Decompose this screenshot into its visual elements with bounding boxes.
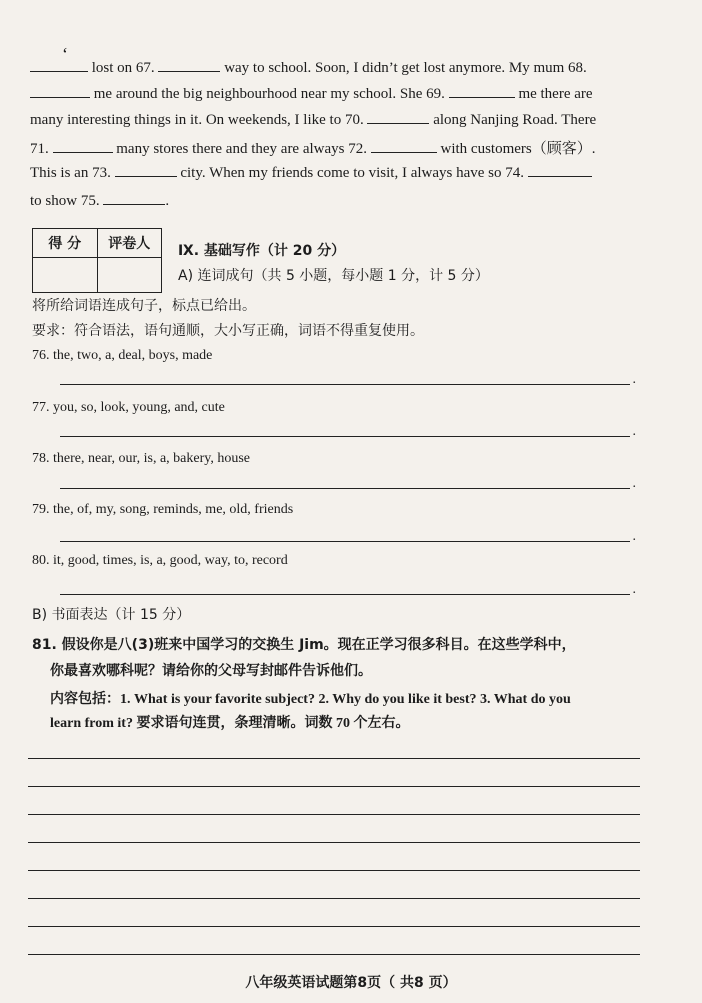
q81-line-2: 你最喜欢哪科呢？请给你的父母写封邮件告诉他们。 xyxy=(50,663,372,679)
blank-72[interactable] xyxy=(371,139,437,153)
answer-line-76[interactable]: . xyxy=(60,384,630,385)
writing-line-2[interactable] xyxy=(28,786,640,787)
blank-70[interactable] xyxy=(367,110,429,124)
question-78: 78. there, near, our, is, a, bakery, house xyxy=(32,451,251,466)
passage-line-1: lost on 67. way to school. Soon, I didn’t get lost anymore. My mum 68. xyxy=(30,58,591,77)
question-80: 80. it, good, times, is, a, good, way, to, record xyxy=(32,553,288,568)
blank-66[interactable] xyxy=(30,58,88,72)
writing-line-3[interactable] xyxy=(28,814,640,815)
page-footer: 八年级英语试题第8页（ 共8 页） xyxy=(245,975,457,991)
blank-69[interactable] xyxy=(449,84,515,98)
blank-67[interactable] xyxy=(158,58,220,72)
passage-line-3: many interesting things in it. On weekends, I like to 70. along Nanjing Road. There xyxy=(30,112,597,128)
blank-68[interactable] xyxy=(30,84,90,98)
section-title: Ⅸ. 基础写作（计 20 分） xyxy=(178,243,346,259)
grader-cell[interactable] xyxy=(97,258,162,293)
q81-line-1: 81. 假设你是八(3)班来中国学习的交换生 Jim。现在正学习很多科目。在这些学科中， xyxy=(32,637,576,653)
answer-line-78[interactable]: . xyxy=(60,488,630,489)
part-b-title: B) 书面表达（计 15 分） xyxy=(32,607,191,623)
passage-line-5: This is an 73. city. When my friends come to visit, I always have so 74. xyxy=(30,163,592,182)
blank-73[interactable] xyxy=(115,163,177,177)
part-a-title: A) 连词成句（共 5 小题，每小题 1 分，计 5 分） xyxy=(178,268,489,284)
writing-line-5[interactable] xyxy=(28,870,640,871)
q81-line-3: 内容包括：1. What is your favorite subject? 2. Why do you like it best? 3. What do you xyxy=(50,692,571,707)
blank-74[interactable] xyxy=(528,163,592,177)
question-79: 79. the, of, my, song, reminds, me, old, friends xyxy=(32,502,294,517)
score-table xyxy=(32,228,162,293)
answer-line-80[interactable]: . xyxy=(60,594,630,595)
writing-line-8[interactable] xyxy=(28,954,640,955)
answer-line-77[interactable]: . xyxy=(60,436,630,437)
blank-71[interactable] xyxy=(53,139,113,153)
blank-75[interactable] xyxy=(103,191,165,205)
writing-line-4[interactable] xyxy=(28,842,640,843)
q81-line-4: learn from it? 要求语句连贯，条理清晰。词数 70 个左右。 xyxy=(50,716,410,731)
passage-line-4: 71. many stores there and they are always 72. with customers（顾客）. xyxy=(30,141,596,157)
passage-line-6: to show 75. . xyxy=(30,193,170,209)
score-header: 得 分 xyxy=(33,229,98,258)
writing-line-7[interactable] xyxy=(28,926,640,927)
question-76: 76. the, two, a, deal, boys, made xyxy=(32,348,213,363)
question-77: 77. you, so, look, young, and, cute xyxy=(32,400,225,415)
passage-line-2: me around the big neighbourhood near my school. She 69. me there are xyxy=(30,84,593,103)
answer-line-79[interactable]: . xyxy=(60,541,630,542)
stray-mark: ‘ xyxy=(62,44,68,64)
instruction-2: 要求：符合语法，语句通顺，大小写正确，词语不得重复使用。 xyxy=(32,323,424,339)
writing-line-6[interactable] xyxy=(28,898,640,899)
writing-line-1[interactable] xyxy=(28,758,640,759)
grader-header: 评卷人 xyxy=(97,229,162,258)
score-cell[interactable] xyxy=(33,258,98,293)
instruction-1: 将所给词语连成句子，标点已给出。 xyxy=(32,298,256,314)
